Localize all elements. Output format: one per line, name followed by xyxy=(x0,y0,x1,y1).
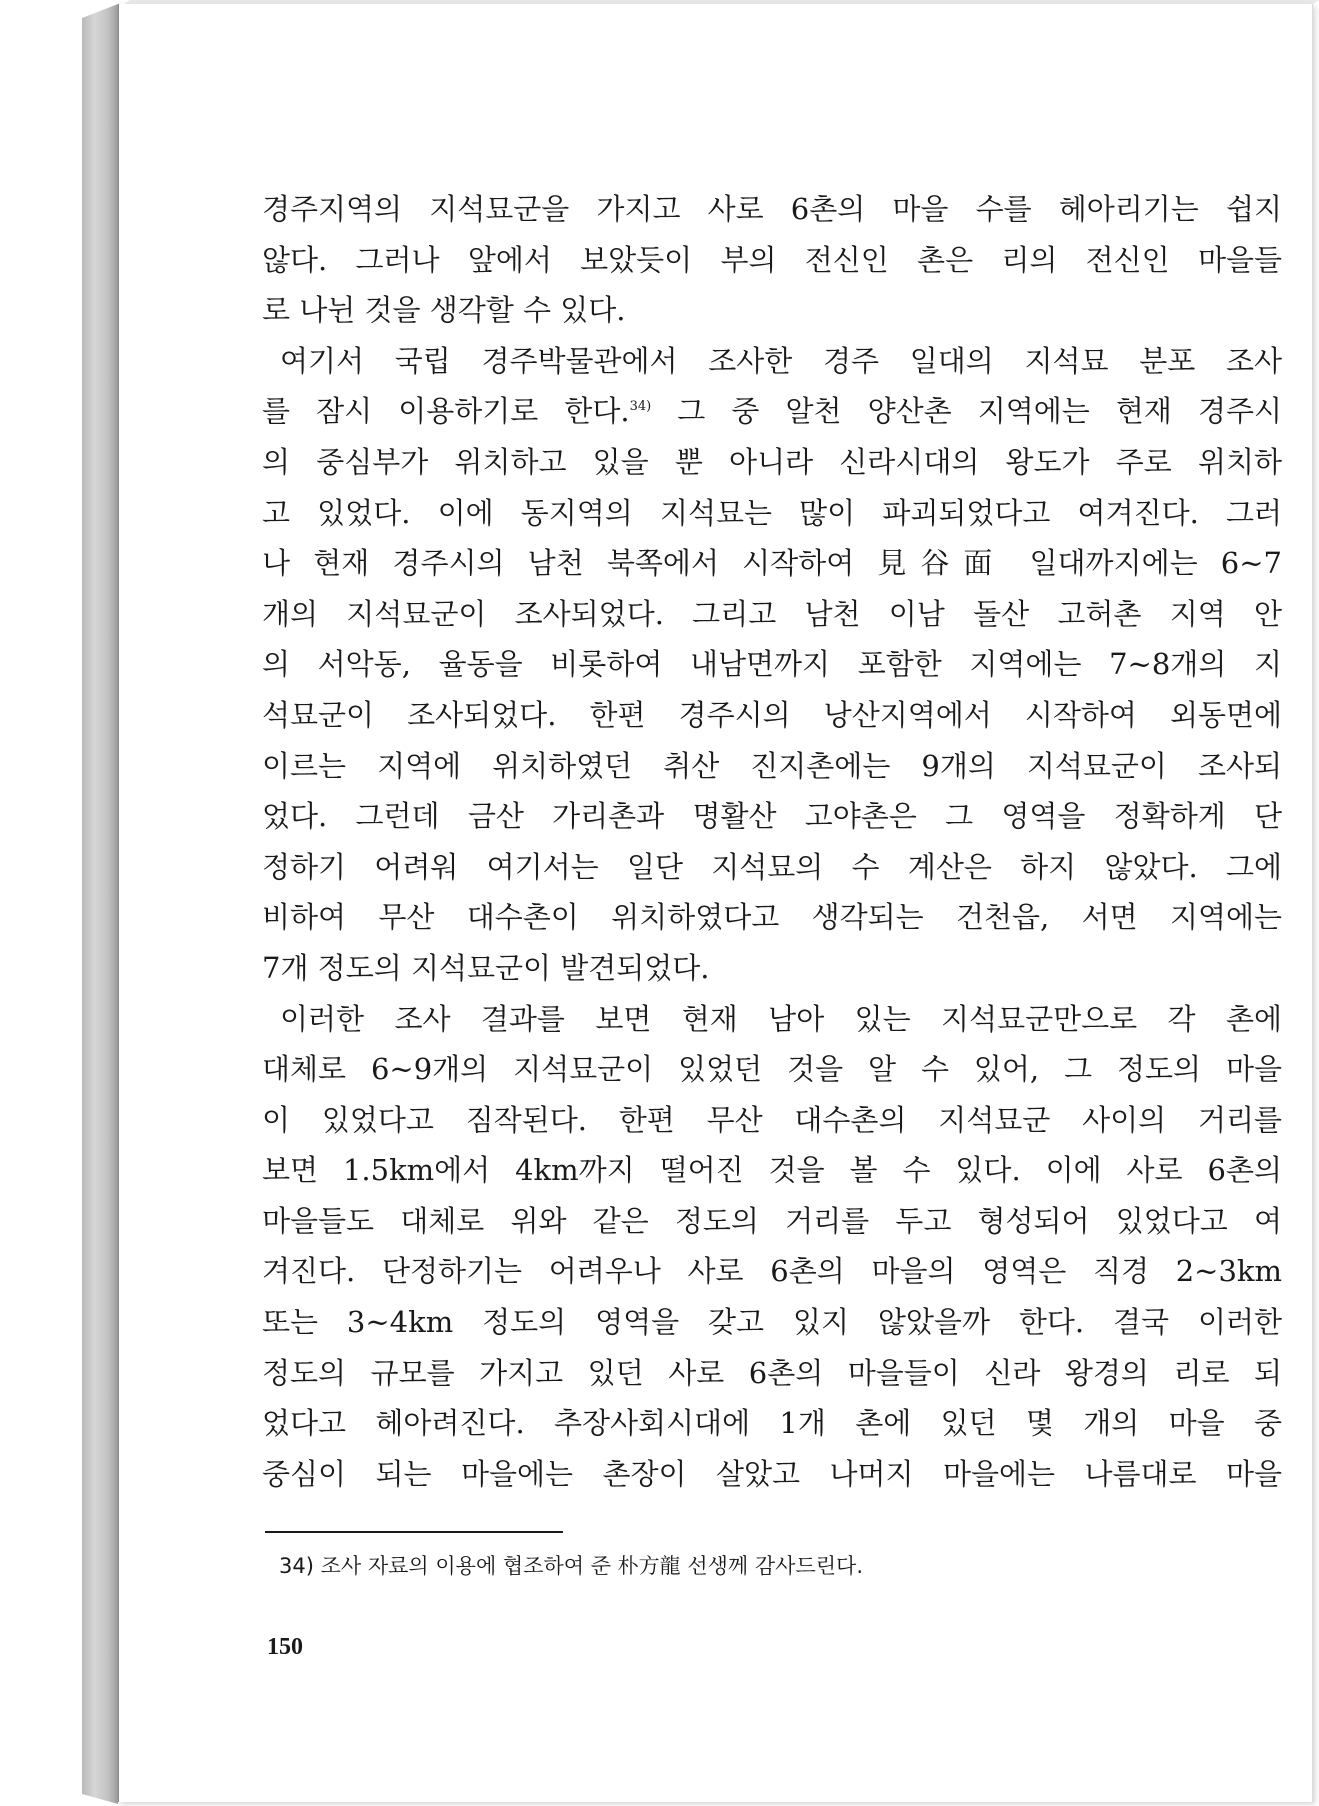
footnote-divider xyxy=(265,1531,563,1533)
text-line: 개의 지석묘군이 조사되었다. 그리고 남천 이남 돌산 고허촌 지역 안 xyxy=(262,596,1282,631)
text-line: 의 중심부가 위치하고 있을 뿐 아니라 신라시대의 왕도가 주로 위치하 xyxy=(262,444,1282,479)
text-line: 대체로 6~9개의 지석묘군이 있었던 것을 알 수 있어, 그 정도의 마을 xyxy=(262,1052,1282,1087)
text-line: 이르는 지역에 위치하였던 취산 진지촌에는 9개의 지석묘군이 조사되 xyxy=(262,748,1282,783)
text-line: 로 나뉜 것을 생각할 수 있다. xyxy=(262,293,626,328)
text-line: 었다고 헤아려진다. 추장사회시대에 1개 촌에 있던 몇 개의 마을 중 xyxy=(262,1406,1282,1441)
text-line: 정도의 규모를 가지고 있던 사로 6촌의 마을들이 신라 왕경의 리로 되 xyxy=(262,1355,1282,1390)
text-line: 고 있었다. 이에 동지역의 지석묘는 많이 파괴되었다고 여겨진다. 그러 xyxy=(262,495,1282,530)
footnote-reference: 34) xyxy=(629,399,652,415)
text-line: 여기서 국립 경주박물관에서 조사한 경주 일대의 지석묘 분포 조사 xyxy=(280,343,1282,378)
text-line: 나 현재 경주시의 남천 북쪽에서 시작하여 見谷面 일대까지에는 6~7 xyxy=(262,546,1282,581)
text-segment: 를 잠시 이용하기로 한다. xyxy=(262,394,630,429)
text-line: 정하기 어려워 여기서는 일단 지석묘의 수 계산은 하지 않았다. 그에 xyxy=(262,849,1282,884)
body-text xyxy=(262,184,1282,1499)
text-line: 비하여 무산 대수촌이 위치하였다고 생각되는 건천읍, 서면 지역에는 xyxy=(262,900,1282,935)
text-line: 7개 정도의 지석묘군이 발견되었다. xyxy=(262,950,710,985)
text-line: 의 서악동, 율동을 비롯하여 내남면까지 포함한 지역에는 7~8개의 지 xyxy=(262,647,1282,682)
book-page xyxy=(118,4,1313,1802)
text-line: 석묘군이 조사되었다. 한편 경주시의 낭산지역에서 시작하여 외동면에 xyxy=(262,697,1282,732)
text-line: 경주지역의 지석묘군을 가지고 사로 6촌의 마을 수를 헤아리기는 쉽지 xyxy=(262,192,1282,226)
text-line: 겨진다. 단정하기는 어려우나 사로 6촌의 마을의 영역은 직경 2~3km xyxy=(262,1254,1282,1289)
book-spine xyxy=(82,4,118,1804)
text-line: 또는 3~4km 정도의 영역을 갖고 있지 않았을까 한다. 결국 이러한 xyxy=(262,1305,1282,1340)
page-number: 150 xyxy=(267,1634,303,1660)
text-line: 보면 1.5km에서 4km까지 떨어진 것을 볼 수 있다. 이에 사로 6촌의 xyxy=(262,1153,1282,1188)
text-line: 이 있었다고 짐작된다. 한편 무산 대수촌의 지석묘군 사이의 거리를 xyxy=(262,1102,1282,1137)
text-line: 마을들도 대체로 위와 같은 정도의 거리를 두고 형성되어 있었다고 여 xyxy=(262,1203,1282,1238)
footnote: 34) 조사 자료의 이용에 협조하여 준 朴方龍 선생께 감사드린다. xyxy=(279,1554,863,1578)
text-line: 었다. 그런데 금산 가리촌과 명활산 고야촌은 그 영역을 정확하게 단 xyxy=(262,799,1282,834)
text-line-with-footnote xyxy=(262,386,1282,437)
text-line: 중심이 되는 마을에는 촌장이 살았고 나머지 마을에는 나름대로 마을 xyxy=(262,1456,1282,1491)
text-segment: 그 중 알천 양산촌 지역에는 현재 경주시 xyxy=(677,394,1282,429)
text-line: 이러한 조사 결과를 보면 현재 남아 있는 지석묘군만으로 각 촌에 xyxy=(280,1001,1282,1036)
text-line: 않다. 그러나 앞에서 보았듯이 부의 전신인 촌은 리의 전신인 마을들 xyxy=(262,242,1282,277)
